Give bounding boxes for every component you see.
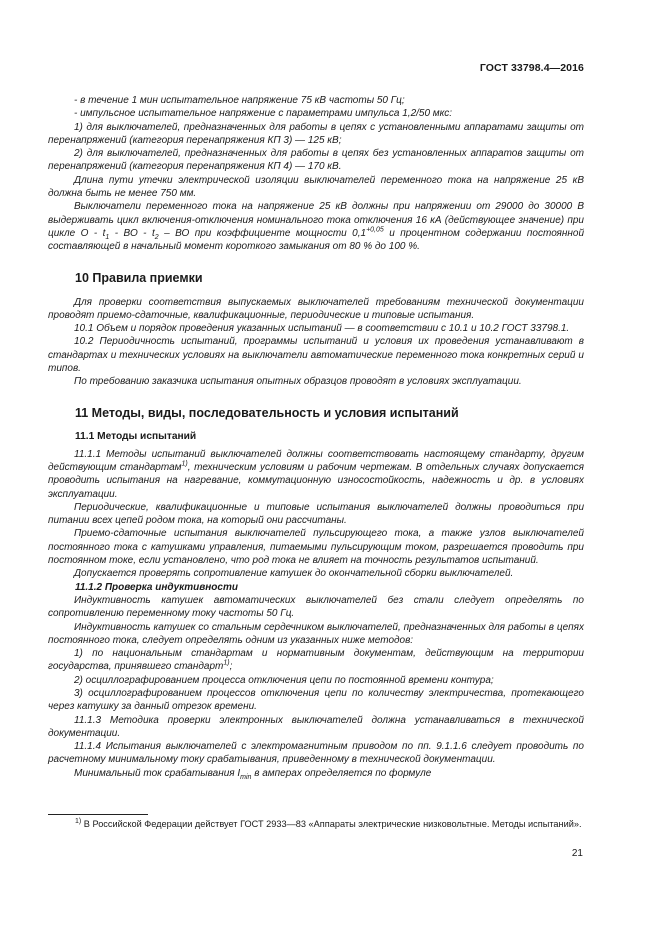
- section-11-paragraph: Периодические, квалификационные и типовые испытания выключателей должны проводиться при питании всех цепей родом тока, на который они рассчитаны.: [48, 501, 584, 527]
- section-11-paragraph: 11.1.3 Методика проверки электронных выключателей должна устанавливаться в технической документации.: [48, 714, 584, 739]
- section-11-paragraph: Индуктивность катушек автоматических выключателей без стали следует определять по сопротивлению переменному току частоты 50 Гц.: [48, 594, 584, 620]
- section-11-paragraph: 11.1.4 Испытания выключателей с электромагнитным приводом по пп. 9.1.1.6 следует проводить по расчетному минимальному току срабатывания, приведенному в технической документации.: [48, 741, 584, 766]
- section-11-paragraph: Индуктивность катушек со стальным сердечником выключателей, предназначенных для работы в цепях постоянного тока, следует определять одним из указанных ниже методов:: [48, 621, 584, 646]
- intro-paragraph: - в течение 1 мин испытательное напряжение 75 кВ частоты 50 Гц;: [74, 95, 405, 106]
- section-11-paragraph: 2) осциллографированием процесса отключения цепи по постоянной времени контура;: [74, 674, 494, 686]
- footnote-ref: 1): [181, 460, 188, 468]
- section-11-paragraph: Допускается проверять сопротивление катушек до окончательной сборки выключателей.: [74, 568, 514, 580]
- intro-paragraph: Длина пути утечки электрической изоляции выключателей переменного тока на напряжение 25 кВ должна быть не менее 750 мм.: [48, 174, 584, 200]
- section-11-title: 11 Методы, виды, последовательность и условия испытаний: [75, 405, 459, 420]
- footnote-ref: 1): [223, 660, 230, 668]
- intro-paragraph: Выключатели переменного тока на напряжение 25 кВ должны при напряжении от 29000 до 30000 В выдерживать цикл включения-отключения номинального тока отключения 16 кА (действующее значение) при цикле О - $t_1$ - ВО - $t_2$ – ВО при коэффициенте мощности $0,1^{+0,05}$ и процентном содержании постоянной составляющей в начальный момент короткого замыкания от 80 % до 100 %.: [48, 201, 585, 253]
- section-11-paragraph: 11.1.1 Методы испытаний выключателей должны соответствовать настоящему стандарту, другим действующим стандартам$^{1)}$, техническим условиям и рабочим чертежам. В отдельных случаях допускается проводить испытания на нагревание, коммутационную износостойкость, надежность и др. в условиях эксплуатации.: [48, 448, 584, 500]
- subsection-11-1-2-title: 11.1.2 Проверка индуктивности: [75, 581, 238, 593]
- section-10-paragraph: 10.2 Периодичность испытаний, программы испытаний и условия их проведения устанавливают в стандартах и технических условиях на выключатели автоматические переменного тока конкретных серий и типов.: [48, 336, 584, 375]
- intro-paragraph: - импульсное испытательное напряжение с параметрами импульса 1,2/50 мкс:: [74, 108, 453, 120]
- section-10-paragraph: По требованию заказчика испытания опытных образцов проводят в условиях эксплуатации.: [74, 376, 522, 388]
- intro-paragraph: 2) для выключателей, предназначенных для работы в цепях без установленных аппаратов защиты от перенапряжений (категория перенапряжения КП 4) — 170 кВ.: [48, 148, 584, 173]
- section-11-paragraph: 3) осциллографированием процессов отключения цепи по количеству электричества, протекающего через катушку за данный отрезок времени.: [48, 687, 584, 713]
- intro-paragraph: 1) для выключателей, предназначенных для работы в цепях с установленными аппаратами защиты от перенапряжений (категория перенапряжения КП 3) — 125 кВ;: [48, 121, 584, 146]
- page-number: 21: [571, 848, 583, 859]
- document-header: ГОСТ 33798.4—2016: [479, 62, 584, 74]
- subsection-11-1-title: 11.1 Методы испытаний: [75, 430, 197, 442]
- section-11-paragraph: 1) по национальным стандартам и нормативным документам, действующим на территории государства, принявшего стандарт$^{1)}$;: [48, 648, 584, 673]
- section-10-paragraph: 10.1 Объем и порядок проведения указанных испытаний — в соответствии с 10.1 и 10.2 ГОСТ 33798.1.: [74, 323, 570, 335]
- page-content: [48, 94, 584, 780]
- section-11-paragraph: Минимальный ток срабатывания $I_{min}$ в амперах определяется по формуле: [74, 767, 432, 781]
- section-10-title: 10 Правила приемки: [75, 270, 203, 285]
- section-11-paragraph: Приемо-сдаточные испытания выключателей пульсирующего тока, а также узлов выключателей постоянного тока с катушками управления, питаемыми пульсирующим током, разрешается проводить при постоянном токе, если установлено, что род тока не влияет на точность результатов испытаний.: [48, 528, 584, 567]
- section-10-paragraph: Для проверки соответствия выпускаемых выключателей требованиям технической документации проводят приемо-сдаточные, квалификационные, периодические и типовые испытания.: [48, 296, 584, 321]
- footnote: $^{1)}$ В Российской Федерации действует ГОСТ 2933—83 «Аппараты электрические низковольтные. Методы испытаний».: [75, 817, 582, 829]
- footnote-separator: [48, 814, 148, 815]
